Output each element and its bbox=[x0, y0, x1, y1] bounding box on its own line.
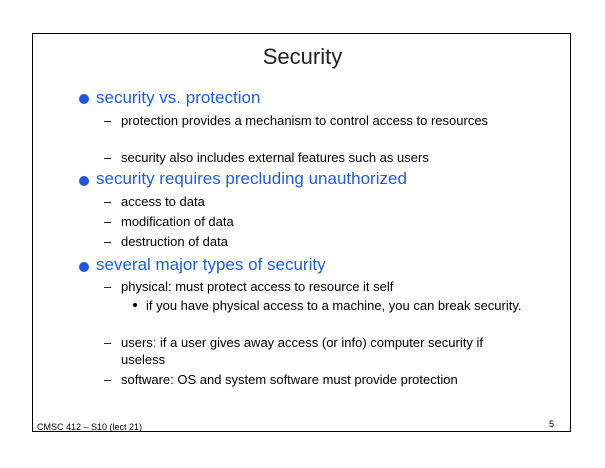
dash-icon: – bbox=[104, 234, 112, 249]
subitem-2-3: destruction of data bbox=[121, 234, 228, 249]
subitem-2-1: access to data bbox=[121, 194, 205, 209]
dash-icon: – bbox=[104, 150, 112, 165]
dash-icon: – bbox=[104, 194, 112, 209]
dash-icon: – bbox=[104, 113, 112, 128]
slide-footer-label: CMSC 412 – S10 (lect 21) bbox=[37, 422, 143, 432]
dash-icon: – bbox=[104, 279, 112, 294]
dash-icon: – bbox=[104, 372, 112, 387]
subitem-1-1: protection provides a mechanism to control access to resources bbox=[121, 113, 489, 128]
subitem-3-1-1: if you have physical access to a machine, you can break security. bbox=[146, 298, 522, 313]
subitem-3-1: physical: must protect access to resource it self bbox=[121, 279, 394, 294]
dash-icon: – bbox=[104, 335, 112, 350]
level3-bullet-icon bbox=[133, 303, 137, 307]
slide-title: Security bbox=[262, 44, 343, 69]
dash-icon: – bbox=[104, 214, 112, 229]
subitem-3-2: users: if a user gives away access (or info) computer security if useless bbox=[121, 335, 483, 367]
bullet-dot-icon bbox=[79, 176, 89, 186]
bullet-dot-icon bbox=[79, 262, 89, 272]
bullet-2: security requires precluding unauthorized bbox=[96, 169, 407, 188]
bullet-3: several major types of security bbox=[96, 255, 326, 274]
subitem-1-2: security also includes external features such as users bbox=[121, 150, 429, 165]
subitem-3-3: software: OS and system software must provide protection bbox=[121, 372, 458, 387]
bullet-dot-icon bbox=[79, 94, 89, 104]
subitem-2-2: modification of data bbox=[121, 214, 234, 229]
bullet-1: security vs. protection bbox=[96, 88, 261, 107]
page-number: 5 bbox=[549, 419, 555, 429]
